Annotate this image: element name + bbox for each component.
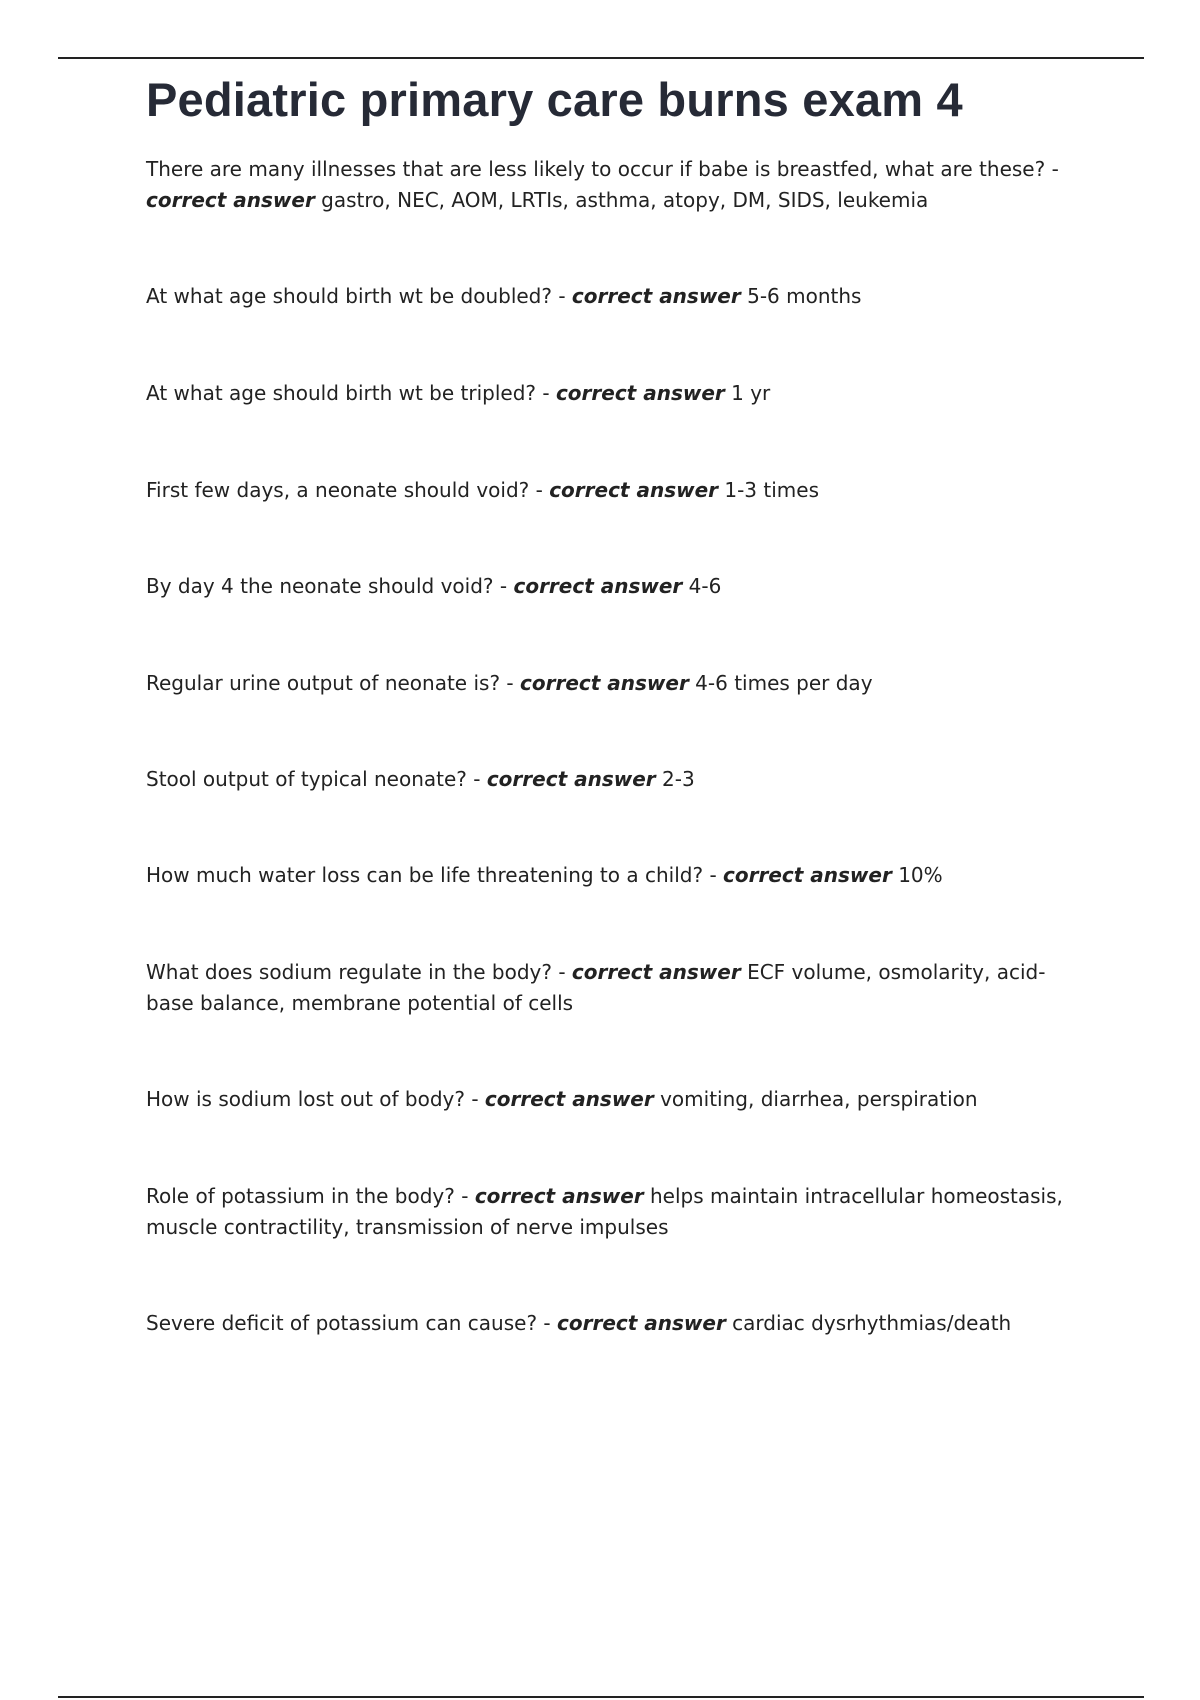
qa-item	[146, 668, 1076, 699]
answer-text: 2-3	[662, 767, 695, 791]
qa-item	[146, 957, 1076, 1019]
question-text: What does sodium regulate in the body? -	[146, 960, 566, 984]
question-text: There are many illnesses that are less likely to occur if babe is breastfed, what are these? -	[146, 157, 1059, 181]
answer-text: vomiting, diarrhea, perspiration	[660, 1087, 978, 1111]
answer-text: ECF volume, osmolarity, acid-base balance, membrane potential of cells	[146, 960, 1046, 1015]
answer-text: helps maintain intracellular homeostasis, muscle contractility, transmission of nerve impulses	[146, 1184, 1063, 1239]
answer-text: 10%	[898, 863, 943, 887]
qa-item	[146, 1181, 1076, 1243]
correct-answer-marker: correct answer	[555, 381, 725, 405]
question-text: At what age should birth wt be doubled? -	[146, 284, 566, 308]
top-rule	[58, 57, 1144, 59]
correct-answer-marker: correct answer	[474, 1184, 644, 1208]
qa-item	[146, 1308, 1076, 1339]
qa-item	[146, 378, 1076, 409]
correct-answer-marker: correct answer	[146, 188, 315, 212]
question-text: By day 4 the neonate should void? -	[146, 574, 508, 598]
qa-item	[146, 1084, 1076, 1115]
correct-answer-marker: correct answer	[571, 284, 741, 308]
correct-answer-marker: correct answer	[486, 767, 656, 791]
qa-item	[146, 860, 1076, 891]
correct-answer-marker: correct answer	[571, 960, 741, 984]
question-text: First few days, a neonate should void? -	[146, 478, 543, 502]
answer-text: cardiac dysrhythmias/death	[732, 1311, 1012, 1335]
qa-item	[146, 154, 1076, 216]
answer-text: 4-6	[688, 574, 722, 598]
question-text: How is sodium lost out of body? -	[146, 1087, 479, 1111]
answer-text: 4-6 times per day	[695, 671, 873, 695]
question-text: How much water loss can be life threatening to a child? -	[146, 863, 717, 887]
qa-item	[146, 571, 1076, 602]
correct-answer-marker: correct answer	[723, 863, 892, 887]
correct-answer-marker: correct answer	[484, 1087, 654, 1111]
correct-answer-marker: correct answer	[557, 1311, 726, 1335]
answer-text: gastro, NEC, AOM, LRTIs, asthma, atopy, DM, SIDS, leukemia	[321, 188, 929, 212]
answer-text: 1-3 times	[724, 478, 819, 502]
question-text: Severe deficit of potassium can cause? -	[146, 1311, 551, 1335]
question-text: At what age should birth wt be tripled? -	[146, 381, 550, 405]
question-text: Stool output of typical neonate? -	[146, 767, 481, 791]
qa-item	[146, 281, 1076, 312]
answer-text: 1 yr	[731, 381, 771, 405]
question-text: Regular urine output of neonate is? -	[146, 671, 514, 695]
answer-text: 5-6 months	[747, 284, 862, 308]
correct-answer-marker: correct answer	[513, 574, 683, 598]
page-title: Pediatric primary care burns exam 4	[146, 73, 963, 126]
bottom-rule	[58, 1696, 1144, 1698]
correct-answer-marker: correct answer	[520, 671, 689, 695]
question-text: Role of potassium in the body? -	[146, 1184, 469, 1208]
correct-answer-marker: correct answer	[549, 478, 718, 502]
qa-item	[146, 764, 1076, 795]
qa-item	[146, 475, 1076, 506]
